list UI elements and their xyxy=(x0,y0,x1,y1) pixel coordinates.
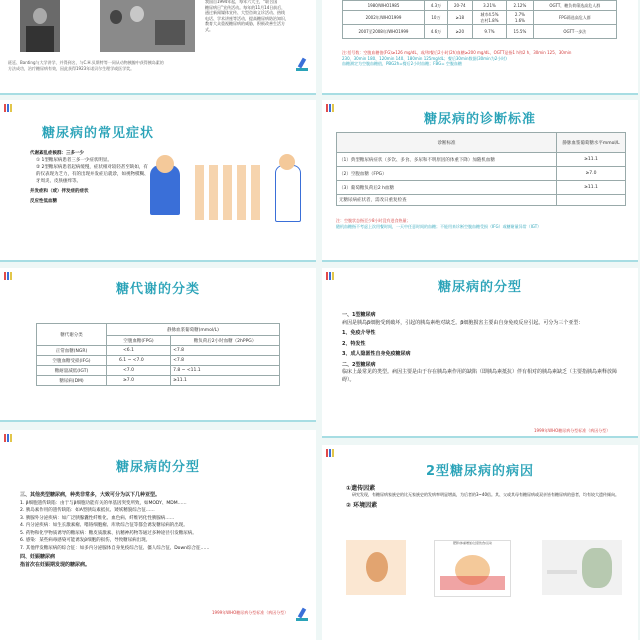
diabetes-day-text: 我国自1994年起，每年六大主，“联合国 糖尿病日”宣传活动。每年的11月14日前后， 通过新闻媒体宣传、大型咨询义诊活动、热线 电话、学术讲座等活动，提高糖尿病防治知识， 教育大众重视糖尿病的威胁，积极改善生活方 式。 xyxy=(205,0,289,32)
types-content: 一、1型糖尿病 病因是胰岛β细胞受到破坏，引起的胰岛素绝对缺乏。β细胞损害主要由自身免疫反应引起。可分为三个亚型： 1、免疫介导性 2、特发性 3、成人隐匿性自身免疫糖尿病 二、2型糖尿病 临床上最常见的类型。病因主要是由于存在胰岛素作用的缺陷（即胰岛素抵抗）伴有相对的胰岛素缺乏（主要指胰岛素释放障碍）。 xyxy=(342,312,618,383)
lifestyle-illustration: 肥胖/体重增加/过度饮食/运动 xyxy=(434,540,511,597)
diagnosis-notes: 注：空腹状态指至少8小时没有进食热量； 随机血糖指不考虑上次用餐时间，一天中任意时间的血糖；不能用来诊断空腹血糖受损（IFG）或糖耐量异常（IGT） xyxy=(336,218,542,229)
slide-prevalence-table[interactable] xyxy=(322,0,638,95)
slide-title: 糖尿病的诊断标准 xyxy=(423,112,536,127)
slide-bottom-band xyxy=(322,436,638,438)
slide-type2-causes[interactable] xyxy=(322,445,638,640)
glucose-header: 静脉血浆葡萄糖水平mmol/L xyxy=(557,133,626,153)
diagnosis-header: 诊断标准 xyxy=(337,133,557,153)
slide-other-types[interactable] xyxy=(0,430,316,640)
obesity-illustration xyxy=(346,540,406,595)
diagnosis-table xyxy=(336,132,626,206)
table-row: 2007至2008年/WHO1999 4.6万 ≥20 9.7% 15.5% OGTT一步法 xyxy=(343,25,617,39)
table-row: （2）空腹血糖（FPG） ≥7.0 xyxy=(337,167,626,181)
slide-types-1-2[interactable] xyxy=(322,268,638,438)
table-row: （1）典型糖尿病症状（多饮、多食、多尿和不明原因的体重下降）加随机血糖 ≥11.1 xyxy=(337,153,626,167)
smoking-illustration xyxy=(542,540,622,595)
slide-footer: 1999年WHO糖尿病分型标准（病因分型） xyxy=(212,610,289,615)
slide-title: 糖尿病的分型 xyxy=(115,460,200,475)
slide-footer: 1999年WHO糖尿病分型标准（病因分型） xyxy=(534,428,611,433)
slide-bottom-band xyxy=(322,93,638,95)
slide-bottom-band xyxy=(0,420,316,422)
logo-icon xyxy=(4,104,14,112)
other-types-content: 三、其他类型糖尿病，种类非常多，大致可分为以下几种亚型。 1. β细胞遗传缺陷：由于与β细胞功能有关的单基因突变所致，如MODY、MDM…… 2. 胰岛素作用的遗传缺陷：如A型胰岛素抵抗、矮妖精貌综合征…… 3. 胰腺外分泌疾病：如广泛胰腺囊性纤维化、血色病、纤维钙化性胰腺病…… 4. 内分泌疾病：如生长激素瘤、嗜铬细胞瘤、库欣综合征等都会诱发糖尿病的出现。 5. 药物和化学物质诱导的糖尿病：糖皮质激素、抗精神药物等通过多种途径引发糖尿病。 6. 感染：某些病毒感染可能诱发β细胞的损伤，导致糖尿病出现。 7. 其他伴发糖尿病的综合征：如多内分泌腺体自身免疫综合征、僵人综合征、Down综合征…… 四、妊娠糖尿病 指首次在妊娠期发现的糖尿病。 xyxy=(20,492,210,568)
pen-decoration xyxy=(296,608,308,622)
slide-metabolism[interactable] xyxy=(0,268,316,422)
slide-bottom-band xyxy=(322,260,638,262)
slide-title: 糖尿病的分型 xyxy=(437,280,522,295)
table-row: 空腹血糖受损(IFG) 6.1 ~ <7.0 <7.8 xyxy=(37,356,280,366)
symptom-list: 代谢紊乱症候群：三多一少 ① 1型糖尿病患者三多一少症状明显。 ② 2型糖尿病患者起病缓慢，症状相对较轻甚至缺如，有的仅表现为乏力，有的出现并发症后就诊，如视物模糊、牙周炎、皮肤瘙痒等。 并发症和（或）伴发症的症状 反应性低血糖 xyxy=(30,151,149,204)
slide-diabetes-day[interactable] xyxy=(0,0,316,95)
slide-title: 糖代谢的分类 xyxy=(115,282,200,297)
table-row: 糖耐量减低(IGT) <7.0 7.8 ~ <11.1 xyxy=(37,366,280,376)
slide-bottom-band xyxy=(0,260,316,262)
symptom-illustration xyxy=(150,160,300,235)
logo-icon xyxy=(4,434,14,442)
prevalence-notes: 注:括号数：空腹血糖值(FG)≥126 mg/dL，或/和餐后2小时(2h)血糖≥200 mg/dL，OGTT是指1 h和2 h，30min 125、30min 230、30min 180、120min 140、180min 125mg/dL；餐后30min数据(30min为2小时) 血糖测定为空腹血糖值，PBG2h=餐后2小时血糖；FBG= 空腹血糖 xyxy=(342,50,572,66)
slide-title: 2型糖尿病的病因 xyxy=(425,464,535,479)
prevalence-table xyxy=(342,0,617,39)
table-row: 糖尿病(DM) ≥7.0 ≥11.1 xyxy=(37,376,280,386)
table-row: 2002年/WHO1999 10万 ≥18 城市4.5% 农村1.8% 2.7% 1.6% FPG筛选高危人群 xyxy=(343,11,617,25)
table-row: 正常血糖(NGR) <6.1 <7.8 xyxy=(37,346,280,356)
pen-decoration xyxy=(296,58,308,72)
table-row: （3）葡萄糖负荷后2 h血糖 ≥11.1 xyxy=(337,181,626,195)
banting-photo xyxy=(20,0,60,52)
table-row: 无糖尿病症状者，需改日重复检查 xyxy=(337,195,626,206)
slide-bottom-band xyxy=(0,93,316,95)
causes-content: ①遗传因素 研究发现，有糖尿病家族史的比无家族史的发病率明显增高，为后者的3~40倍。其、父或其母有糖尿病或双亲皆有糖尿病的患者，均有较大遗传倾向。 ② 环境因素 xyxy=(346,485,619,509)
history-photo xyxy=(100,0,195,52)
table-row: 1980/WHO1985 4.3万 20-74 3.21% 2.12% OGTT，糖负荷筛选高危人群 xyxy=(343,1,617,11)
slide-title: 糖尿病的常见症状 xyxy=(41,126,154,141)
logo-icon xyxy=(326,449,336,457)
metabolism-table: 糖代谢分类 静脉血浆葡萄糖(mmol/L) 空腹血糖(FPG) 糖负荷后2小时血糖（2hPPG） 正常血糖(NGR) <6.1 <7.8 空腹血糖受损(IFG) 6.1 ~ <7.0 <7.8 糖耐量减低(IGT) <7.0 7.8 ~ <11.1 糖尿病(DM) ≥7.0 ≥11.1 xyxy=(36,323,280,386)
slide-symptoms[interactable] xyxy=(0,100,316,262)
banting-caption: 班廷、Banting与大学讲学、并得到名，与C.H.贝斯特等一同从动物胰腺中获得胰岛素的 方法成功，治疗糖尿病有效，因此获得1923年诺贝尔生理学或医学奖。 xyxy=(8,60,164,71)
slide-diagnosis[interactable] xyxy=(322,100,638,262)
